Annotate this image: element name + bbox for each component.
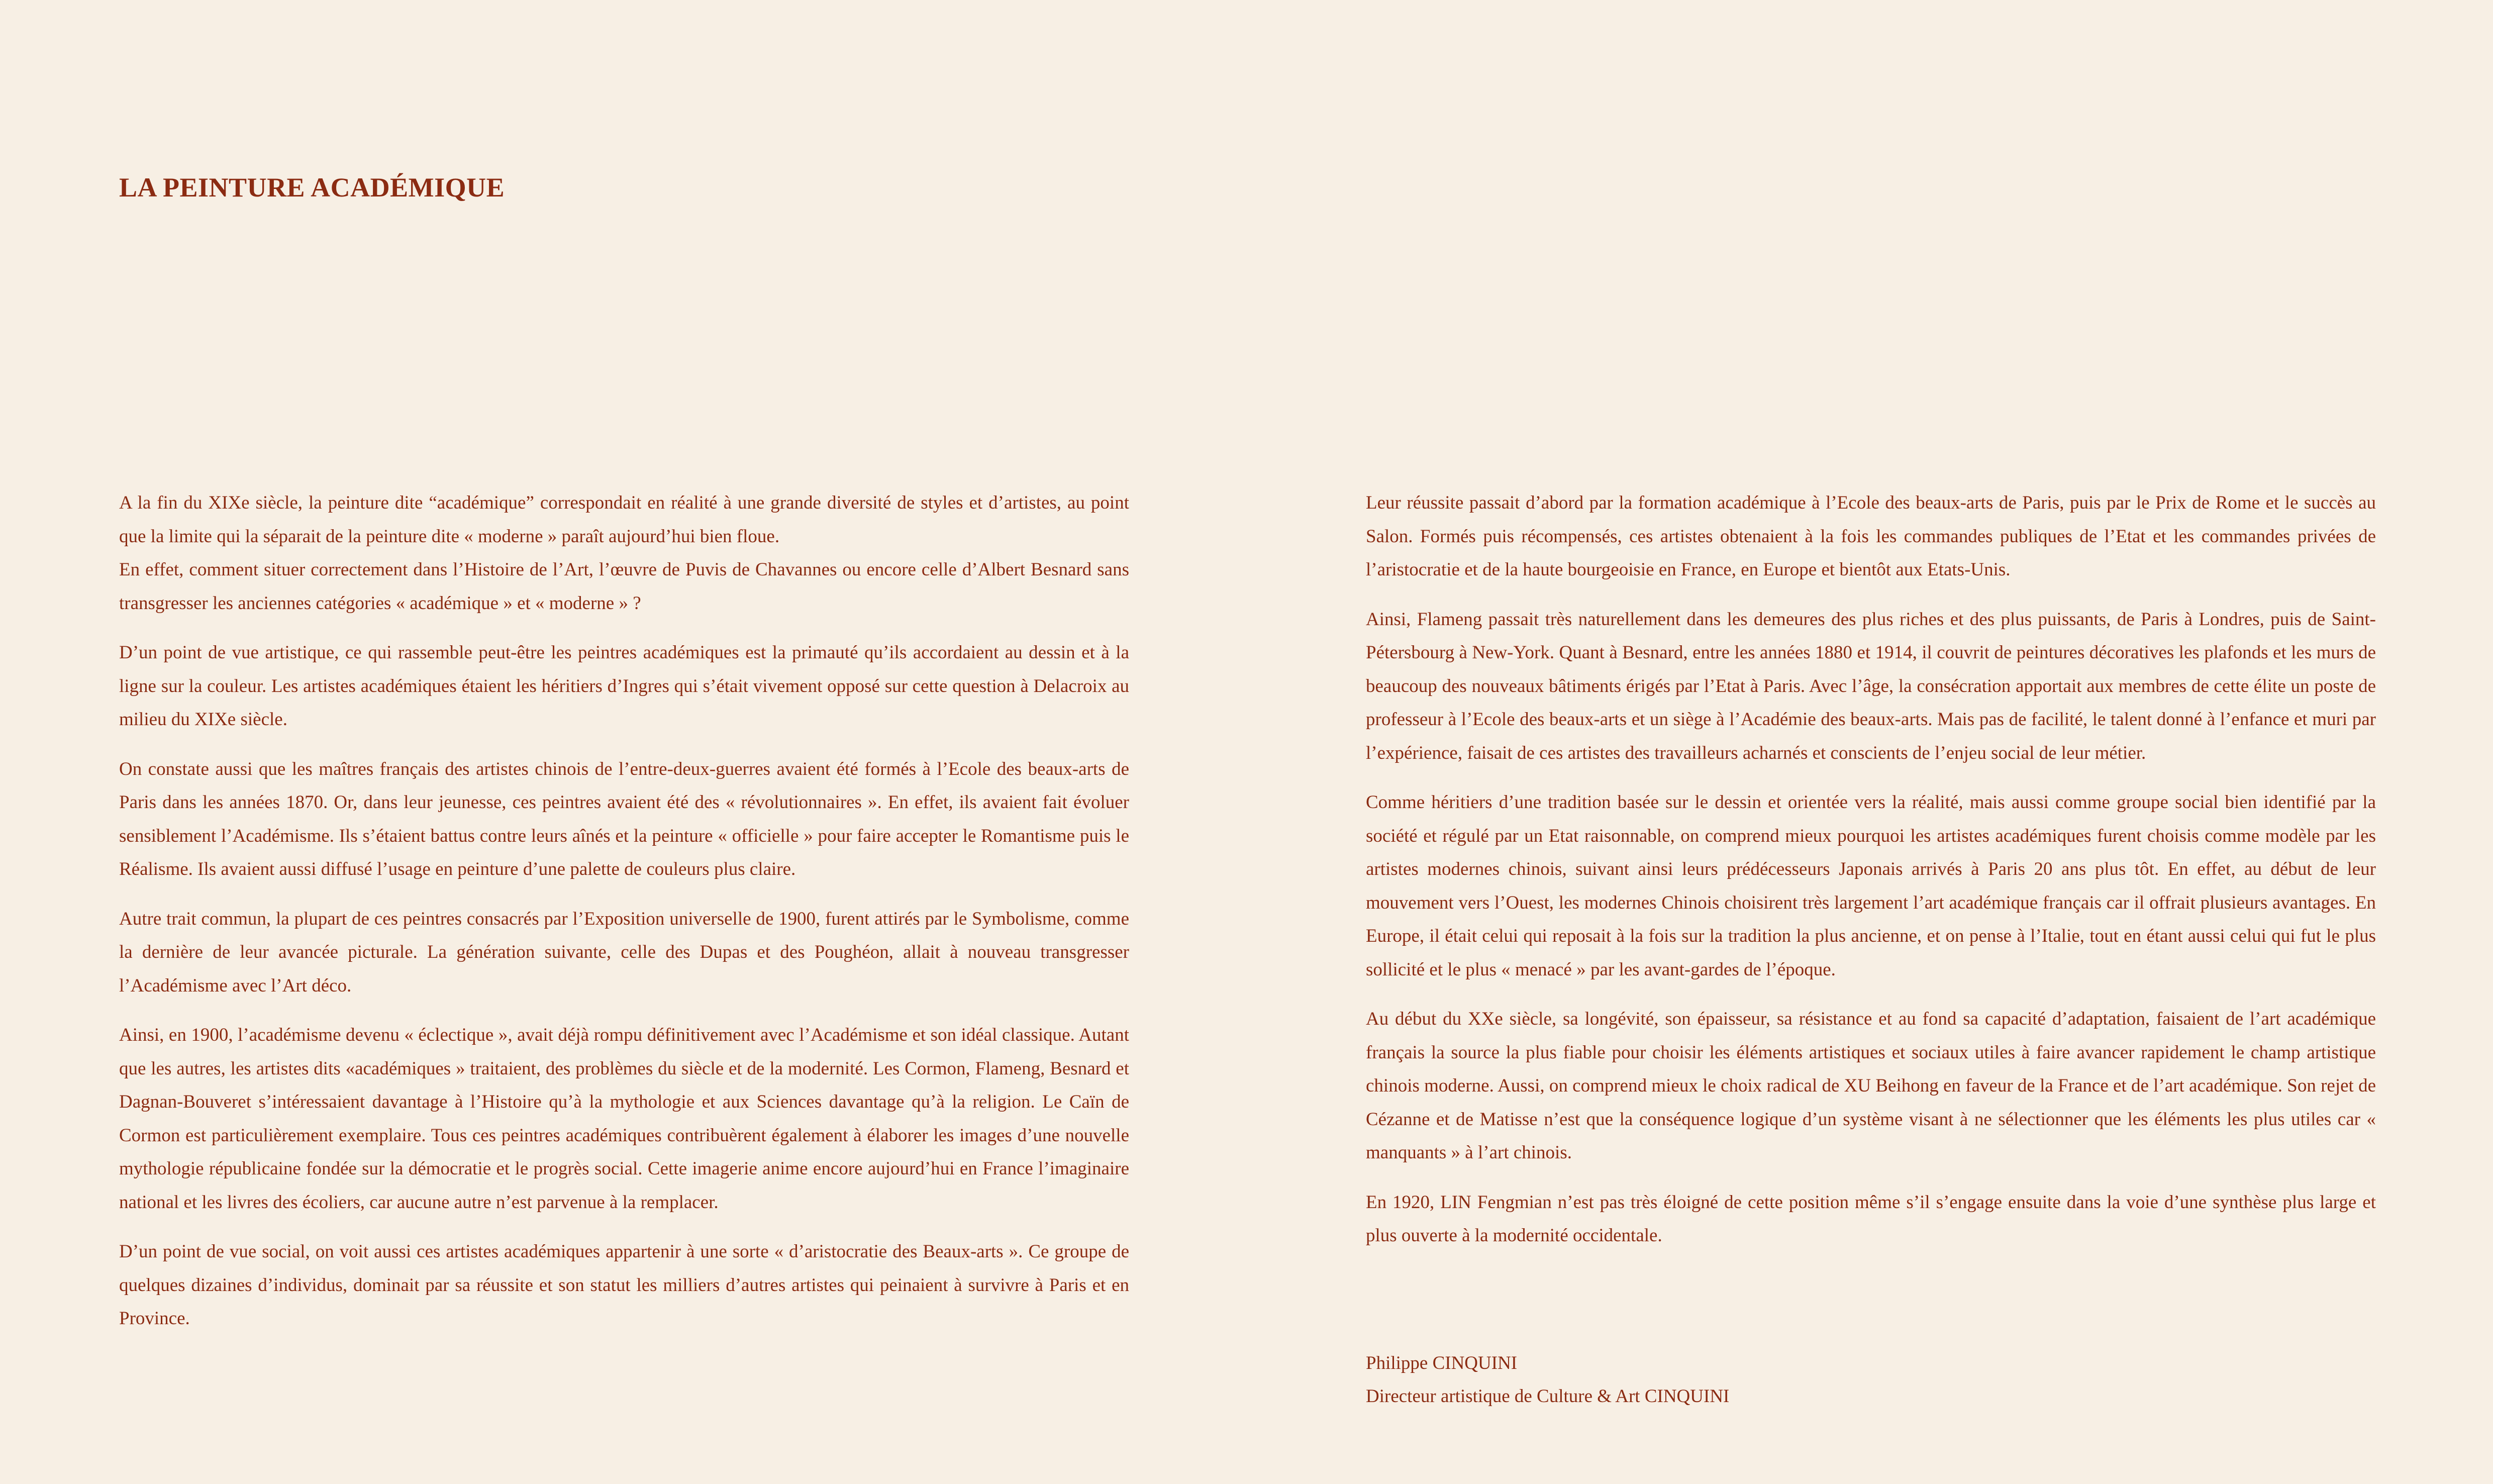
signature-role: Directeur artistique de Culture & Art CINQUINI [1366, 1386, 1730, 1407]
paragraph: D’un point de vue artistique, ce qui rassemble peut-être les peintres académiques est la primauté qu’ils accordaient au dessin et à la ligne sur la couleur. Les artistes académiques étaient les héritiers d’Ingres qui s’était vivement opposé sur cette question à Delacroix au milieu du XIXe siècle. [119, 642, 1129, 730]
paragraph: Ainsi, en 1900, l’académisme devenu « éclectique », avait déjà rompu définitivement avec l’Académisme et son idéal classique. Autant que les autres, les artistes dits «académiques » traitaient, des problèmes du siècle et de la modernité. Les Cormon, Flameng, Besnard et Dagnan-Bouveret s’intéressaient davantage à l’Histoire qu’à la mythologie et aux Sciences davantage qu’à la religion. Le Caïn de Cormon est particulièrement exemplaire. Tous ces peintres académiques contribuèrent également à élaborer les images d’une nouvelle mythologie républicaine fondée sur la démocratie et le progrès social. Cette imagerie anime encore aujourd’hui en France l’imaginaire national et les livres des écoliers, car aucune autre n’est parvenue à la remplacer. [119, 1025, 1129, 1213]
paragraph: Autre trait commun, la plupart de ces peintres consacrés par l’Exposition universelle de 1900, furent attirés par le Symbolisme, comme la dernière de leur avancée picturale. La génération suivante, celle des Dupas et des Poughéon, allait à nouveau transgresser l’Académisme avec l’Art déco. [119, 908, 1129, 996]
paragraph: En effet, comment situer correctement dans l’Histoire de l’Art, l’œuvre de Puvis de Chavannes ou encore celle d’Albert Besnard sans transgresser les anciennes catégories « académique » et « moderne » ? [119, 559, 1129, 614]
paragraph: On constate aussi que les maîtres français des artistes chinois de l’entre-deux-guerres avaient été formés à l’Ecole des beaux-arts de Paris dans les années 1870. Or, dans leur jeunesse, ces peintres avaient été des « révolutionnaires ». En effet, ils avaient fait évoluer sensiblement l’Académisme. Ils s’étaient battus contre leurs aînés et la peinture « officielle » pour faire accepter le Romantisme puis le Réalisme. Ils avaient aussi diffusé l’usage en peinture d’une palette de couleurs plus claire. [119, 758, 1129, 879]
paragraph: En 1920, LIN Fengmian n’est pas très éloigné de cette position même s’il s’engage ensuite dans la voie d’une synthèse plus large et plus ouverte à la modernité occidentale. [1366, 1192, 2376, 1246]
paragraph: Ainsi, Flameng passait très naturellement dans les demeures des plus riches et des plus puissants, de Paris à Londres, puis de Saint-Pétersbourg à New-York. Quant à Besnard, entre les années 1880 et 1914, il couvrit de peintures décoratives les plafonds et les murs de beaucoup des nouveaux bâtiments érigés par l’Etat à Paris. Avec l’âge, la consécration apportait aux membres de cette élite un poste de professeur à l’Ecole des beaux-arts et un siège à l’Académie des beaux-arts. Mais pas de facilité, le talent donné à l’enfance et muri par l’expérience, faisait de ces artistes des travailleurs acharnés et conscients de l’enjeu social de leur métier. [1366, 609, 2376, 763]
paragraph: Leur réussite passait d’abord par la formation académique à l’Ecole des beaux-arts de Paris, puis par le Prix de Rome et le succès au Salon. Formés puis récompensés, ces artistes obtenaient à la fois les commandes publiques de l’Etat et les commandes privées de l’aristocratie et de la haute bourgeoisie en France, en Europe et bientôt aux Etats-Unis. [1366, 492, 2376, 580]
paragraph: Au début du XXe siècle, sa longévité, son épaisseur, sa résistance et au fond sa capacité d’adaptation, faisaient de l’art académique français la source la plus fiable pour choisir les éléments artistiques et sociaux utiles à faire avancer rapidement le champ artistique chinois moderne. Aussi, on comprend mieux le choix radical de XU Beihong en faveur de la France et de l’art académique. Son rejet de Cézanne et de Matisse n’est que la conséquence logique d’un système visant à ne sélectionner que les éléments les plus utiles car « manquants » à l’art chinois. [1366, 1009, 2376, 1163]
signature-name: Philippe CINQUINI [1366, 1353, 1518, 1373]
right-column [1366, 486, 2376, 1269]
paragraph: A la fin du XIXe siècle, la peinture dite “académique” correspondait en réalité à une grande diversité de styles et d’artistes, au point que la limite qui la séparait de la peinture dite « moderne » paraît aujourd’hui bien floue. [119, 492, 1129, 547]
signature [1366, 1347, 1729, 1413]
paragraph: Comme héritiers d’une tradition basée sur le dessin et orientée vers la réalité, mais aussi comme groupe social bien identifié par la société et régulé par un Etat raisonnable, on comprend mieux pourquoi les artistes académiques furent choisis comme modèle par les artistes modernes chinois, suivant ainsi leurs prédécesseurs Japonais arrivés à Paris 20 ans plus tôt. En effet, au début de leur mouvement vers l’Ouest, les modernes Chinois choisirent très largement l’art académique français car il offrait plusieurs avantages. En Europe, il était celui qui reposait à la fois sur la tradition la plus ancienne, et on pense à l’Italie, tout en étant aussi celui qui fut le plus sollicité et le plus « menacé » par les avant-gardes de l’époque. [1366, 792, 2376, 980]
paragraph: D’un point de vue social, on voit aussi ces artistes académiques appartenir à une sorte « d’aristocratie des Beaux-arts ». Ce groupe de quelques dizaines d’individus, dominait par sa réussite et son statut les milliers d’autres artistes qui peinaient à survivre à Paris et en Province. [119, 1241, 1129, 1329]
page-title: LA PEINTURE ACADÉMIQUE [119, 172, 505, 203]
left-column [119, 486, 1129, 1352]
